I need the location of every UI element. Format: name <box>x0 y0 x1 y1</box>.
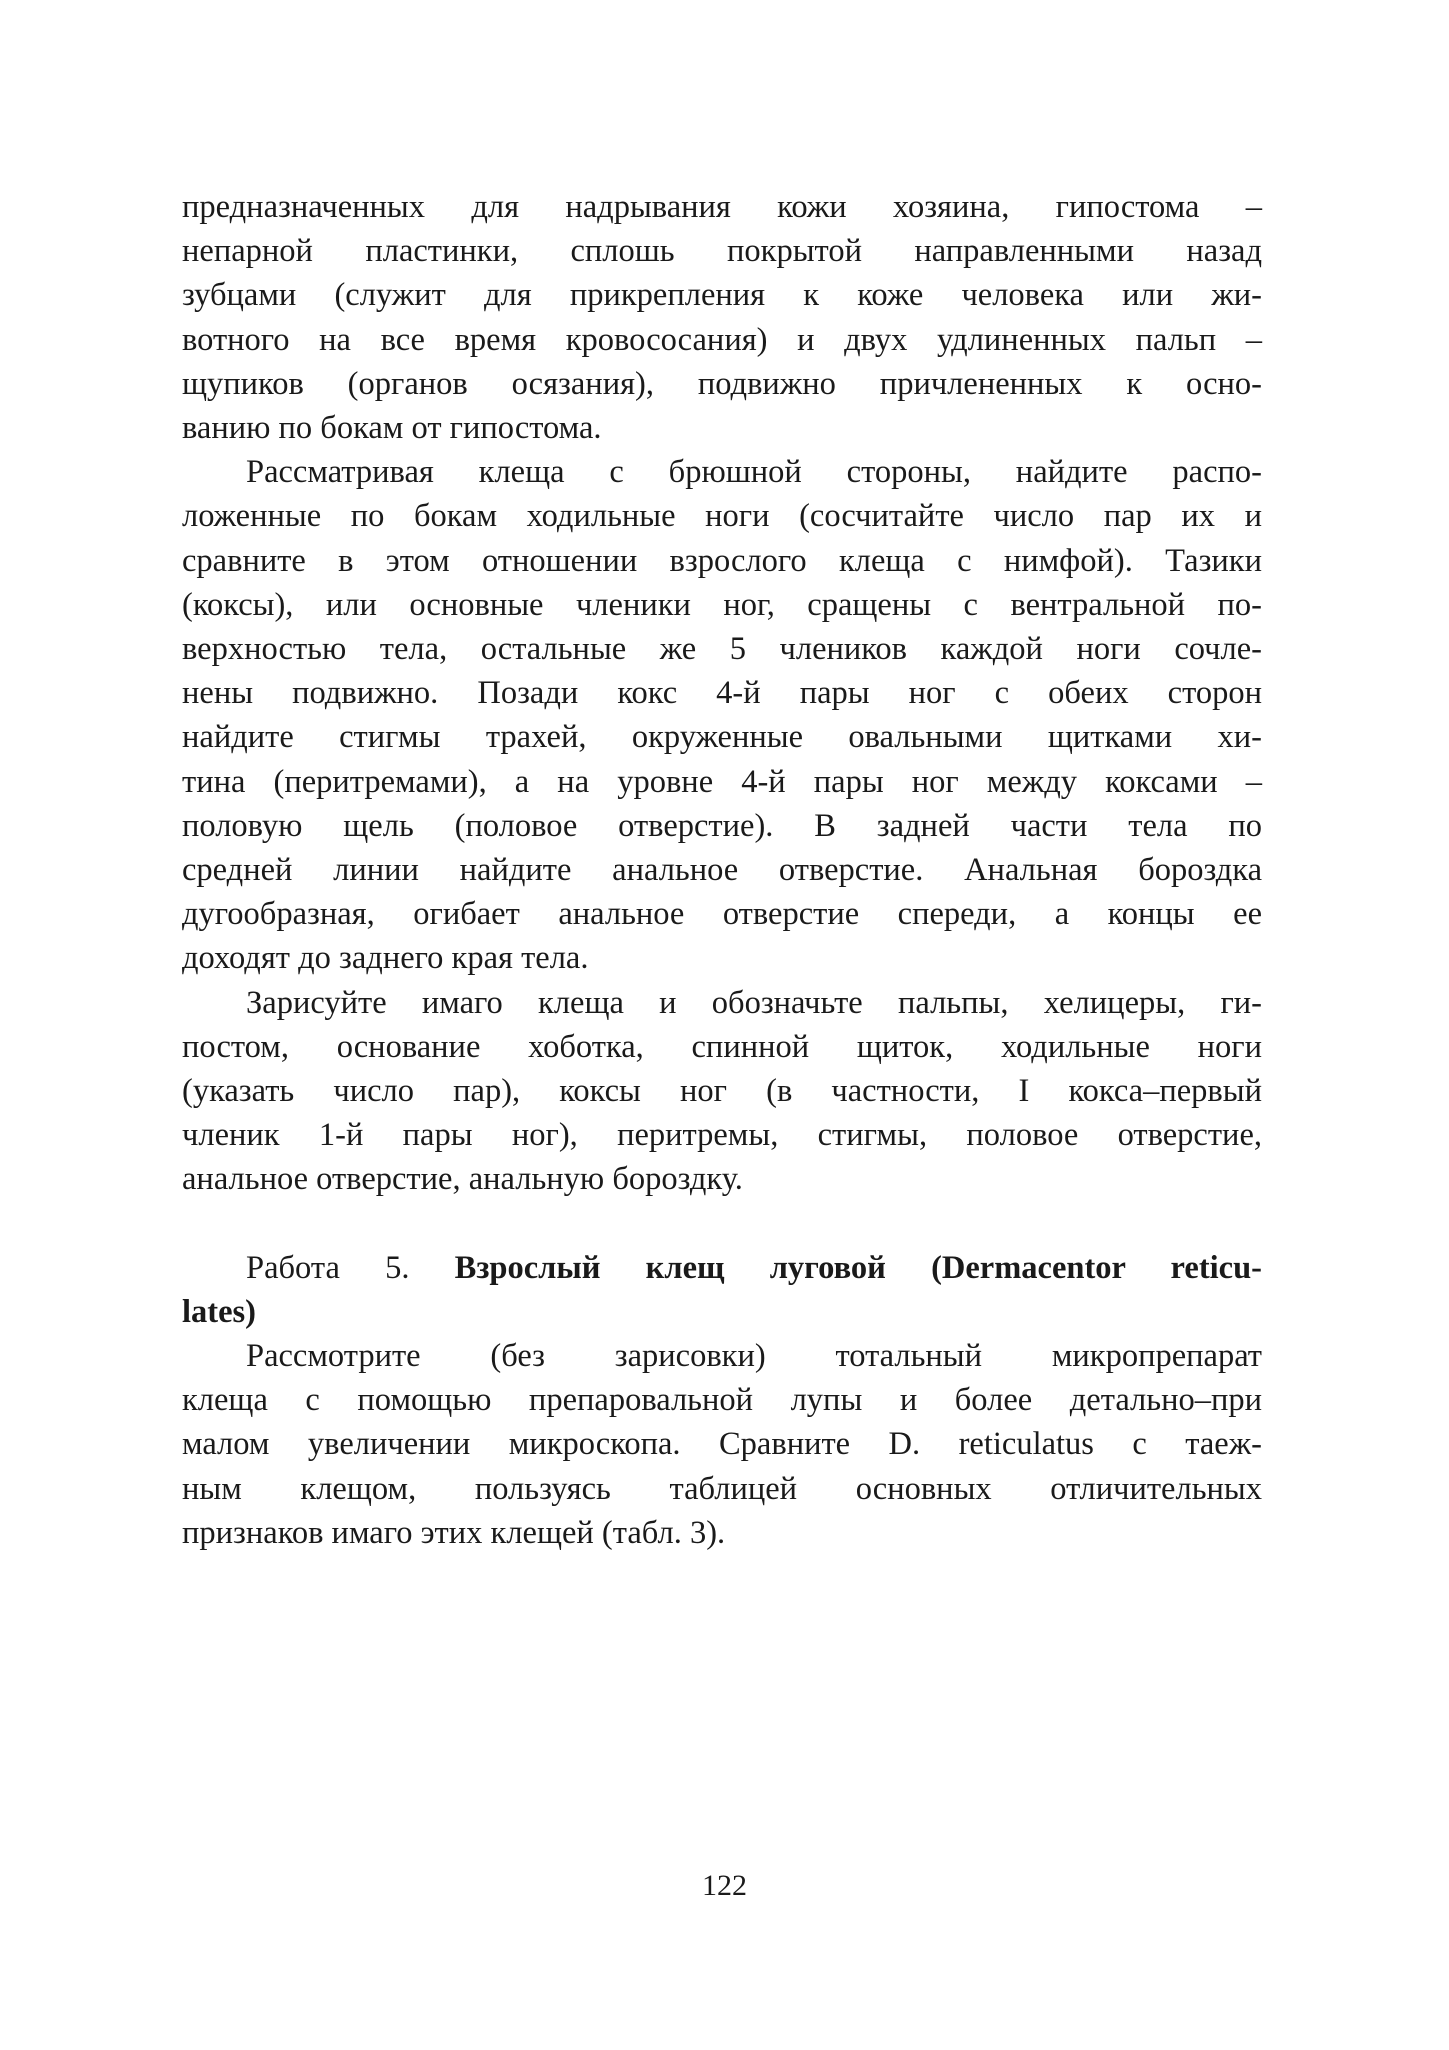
text-line: предназначенных для надрывания кожи хозяина, гипостома – <box>182 189 1262 225</box>
text-line: дугообразная, огибает анальное отверстие спереди, а концы ее <box>182 896 1262 933</box>
paragraph-2 <box>182 450 1262 980</box>
text-line: Рассмотрите (без зарисовки) тотальный микропрепарат <box>246 1338 1262 1375</box>
heading-prefix: Работа 5. <box>246 1249 455 1286</box>
text-line: ным клещом, пользуясь таблицей основных отличительных <box>182 1470 1262 1507</box>
paragraph-1 <box>182 185 1262 450</box>
paragraph-4 <box>182 1334 1262 1555</box>
text-line: ложенные по бокам ходильные ноги (сосчитайте число пар их и <box>182 498 1262 535</box>
page-content <box>182 185 1262 1555</box>
text-line: Рассматривая клеща с брюшной стороны, найдите распо- <box>246 454 1262 491</box>
page-number: 122 <box>702 1869 747 1902</box>
text-line: найдите стигмы трахей, окруженные овальными щитками хи- <box>182 719 1262 756</box>
text-line: половую щель (половое отверстие). В задней части тела по <box>182 807 1262 844</box>
text-line: признаков имаго этих клещей (табл. 3). <box>182 1514 726 1551</box>
text-line: Зарисуйте имаго клеща и обозначьте пальпы, хелицеры, ги- <box>246 984 1262 1021</box>
text-line: анальное отверстие, анальную бороздку. <box>182 1161 743 1198</box>
text-line: нены подвижно. Позади кокс 4-й пары ног с обеих сторон <box>182 675 1262 712</box>
text-line: сравните в этом отношении взрослого клеща с нимфой). Тазики <box>182 542 1262 579</box>
text-line: щупиков (органов осязания), подвижно причлененных к осно- <box>182 365 1262 402</box>
text-line: тина (перитремами), а на уровне 4-й пары ног между коксами – <box>182 763 1262 800</box>
text-line: непарной пластинки, сплошь покрытой направленными назад <box>182 233 1262 270</box>
heading-title: Взрослый клещ луговой (Dermacentor reticu- <box>454 1249 1262 1286</box>
section-heading <box>182 1246 1262 1334</box>
text-line: верхностью тела, остальные же 5 члеников каждой ноги сочле- <box>182 631 1262 668</box>
text-line: доходят до заднего края тела. <box>182 940 589 977</box>
text-line: средней линии найдите анальное отверстие. Анальная бороздка <box>182 852 1262 889</box>
text-line: членик 1-й пары ног), перитремы, стигмы, половое отверстие, <box>182 1117 1262 1154</box>
text-line: ванию по бокам от гипостома. <box>182 410 602 447</box>
text-line: малом увеличении микроскопа. Сравните D. reticulatus с таеж- <box>182 1426 1262 1463</box>
text-line: постом, основание хоботка, спинной щиток, ходильные ноги <box>182 1028 1262 1065</box>
heading-title-continuation: lates) <box>182 1293 256 1330</box>
text-line: зубцами (служит для прикрепления к коже человека или жи- <box>182 277 1262 314</box>
paragraph-3 <box>182 981 1262 1202</box>
heading-line <box>182 1246 1262 1290</box>
text-line: вотного на все время кровососания) и двух удлиненных пальп – <box>182 321 1262 358</box>
text-line: (указать число пар), коксы ног (в частности, I кокса–первый <box>182 1073 1262 1110</box>
text-line: (коксы), или основные членики ног, сращены с вентральной по- <box>182 586 1262 623</box>
text-line: клеща с помощью препаровальной лупы и более детально–при <box>182 1382 1262 1419</box>
